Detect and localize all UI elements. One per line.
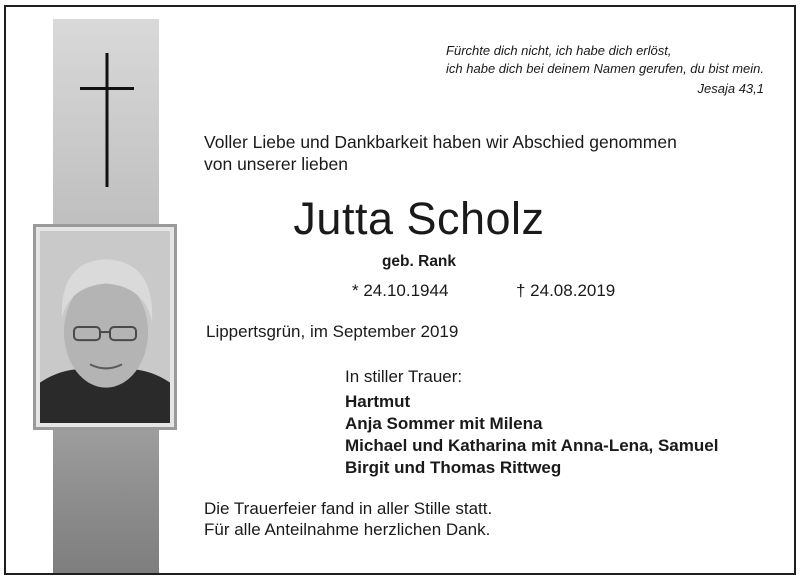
- intro-line-1: Voller Liebe und Dankbarkeit haben wir Abschied genommen: [204, 132, 677, 152]
- bible-verse: [446, 42, 764, 98]
- birth-date: * 24.10.1944: [352, 281, 449, 300]
- place-and-date: Lippertsgrün, im September 2019: [206, 322, 459, 341]
- closing-line-1: Die Trauerfeier fand in aller Stille statt.: [204, 499, 493, 518]
- mourners-list: [345, 391, 718, 479]
- closing-text: [204, 498, 492, 540]
- obituary-frame: [4, 5, 796, 575]
- mourning-label: In stiller Trauer:: [345, 367, 463, 386]
- verse-line-2: ich habe dich bei deinem Namen gerufen, du bist mein.: [446, 61, 764, 76]
- deceased-name: Jutta Scholz: [293, 193, 545, 244]
- mourner-item: Anja Sommer mit Milena: [345, 414, 543, 433]
- intro-text: [204, 131, 764, 175]
- mourner-item: Birgit und Thomas Rittweg: [345, 458, 562, 477]
- portrait-image: [40, 231, 170, 423]
- death-date: † 24.08.2019: [516, 281, 616, 300]
- closing-line-2: Für alle Anteilnahme herzlichen Dank.: [204, 520, 491, 539]
- portrait-photo: [33, 224, 177, 430]
- intro-line-2: von unserer lieben: [204, 154, 348, 174]
- maiden-name: geb. Rank: [381, 253, 457, 270]
- mourner-item: Hartmut: [345, 392, 411, 411]
- verse-line-1: Fürchte dich nicht, ich habe dich erlöst,: [446, 43, 672, 58]
- verse-reference: Jesaja 43,1: [697, 81, 764, 96]
- mourner-item: Michael und Katharina mit Anna-Lena, Samuel: [345, 436, 719, 455]
- portrait-illustration: [40, 231, 170, 423]
- cross-icon: [80, 53, 134, 187]
